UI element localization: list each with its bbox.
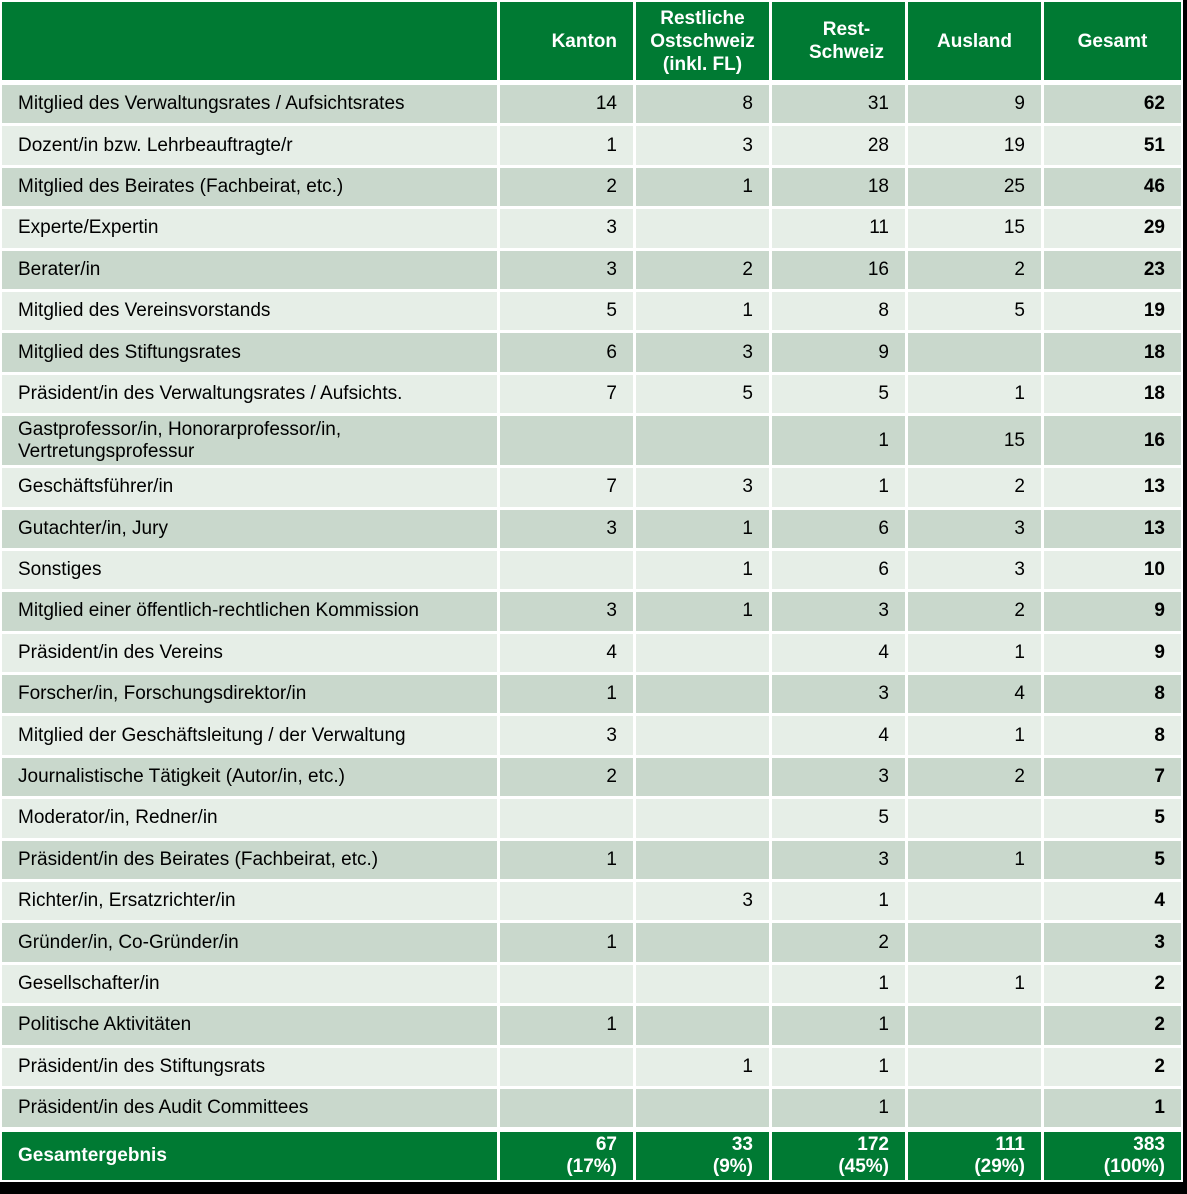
cell-restschweiz: 5 bbox=[772, 799, 908, 840]
row-label: Geschäftsführer/in bbox=[2, 468, 500, 509]
row-label: Mitglied des Vereinsvorstands bbox=[2, 292, 500, 333]
cell-gesamt: 23 bbox=[1044, 251, 1181, 292]
cell-restschweiz: 3 bbox=[772, 675, 908, 716]
cell-gesamt: 18 bbox=[1044, 375, 1181, 416]
cell-ostschweiz bbox=[636, 634, 772, 675]
cell-restschweiz: 4 bbox=[772, 634, 908, 675]
cell-gesamt: 18 bbox=[1044, 333, 1181, 374]
cell-ausland: 3 bbox=[908, 510, 1044, 551]
cell-gesamt: 3 bbox=[1044, 923, 1181, 964]
cell-gesamt: 16 bbox=[1044, 416, 1181, 468]
cell-kanton: 3 bbox=[500, 251, 636, 292]
cell-restschweiz: 18 bbox=[772, 168, 908, 209]
cell-kanton: 6 bbox=[500, 333, 636, 374]
table-row bbox=[2, 209, 1181, 250]
table-row bbox=[2, 1048, 1181, 1089]
cell-restschweiz: 6 bbox=[772, 510, 908, 551]
table-row bbox=[2, 675, 1181, 716]
row-label: Moderator/in, Redner/in bbox=[2, 799, 500, 840]
cell-ostschweiz: 1 bbox=[636, 510, 772, 551]
row-label: Mitglied des Beirates (Fachbeirat, etc.) bbox=[2, 168, 500, 209]
row-label: Mitglied der Geschäftsleitung / der Verwaltung bbox=[2, 716, 500, 757]
cell-restschweiz: 11 bbox=[772, 209, 908, 250]
cell-restschweiz: 1 bbox=[772, 416, 908, 468]
cell-gesamt: 46 bbox=[1044, 168, 1181, 209]
cell-kanton: 3 bbox=[500, 510, 636, 551]
cell-ostschweiz bbox=[636, 1089, 772, 1130]
cell-restschweiz: 3 bbox=[772, 758, 908, 799]
row-label: Präsident/in des Verwaltungsrates / Aufsichts. bbox=[2, 375, 500, 416]
cell-ausland bbox=[908, 799, 1044, 840]
table-row bbox=[2, 882, 1181, 923]
cell-kanton: 7 bbox=[500, 468, 636, 509]
table-row bbox=[2, 168, 1181, 209]
cell-ausland: 3 bbox=[908, 551, 1044, 592]
cell-ausland: 4 bbox=[908, 675, 1044, 716]
cell-restschweiz: 1 bbox=[772, 1089, 908, 1130]
cell-ostschweiz: 1 bbox=[636, 551, 772, 592]
table-row bbox=[2, 1006, 1181, 1047]
cell-ausland: 15 bbox=[908, 416, 1044, 468]
table-row bbox=[2, 292, 1181, 333]
row-label: Gutachter/in, Jury bbox=[2, 510, 500, 551]
row-label: Gründer/in, Co-Gründer/in bbox=[2, 923, 500, 964]
cell-ausland bbox=[908, 1048, 1044, 1089]
cell-restschweiz: 1 bbox=[772, 468, 908, 509]
cell-restschweiz: 28 bbox=[772, 126, 908, 167]
total-row bbox=[2, 1130, 1181, 1180]
cell-ausland: 2 bbox=[908, 758, 1044, 799]
cell-gesamt: 5 bbox=[1044, 841, 1181, 882]
cell-ausland bbox=[908, 882, 1044, 923]
cell-gesamt: 8 bbox=[1044, 675, 1181, 716]
cell-restschweiz: 2 bbox=[772, 923, 908, 964]
cell-ostschweiz: 3 bbox=[636, 126, 772, 167]
table-row bbox=[2, 965, 1181, 1006]
cell-restschweiz: 1 bbox=[772, 882, 908, 923]
cell-kanton: 1 bbox=[500, 923, 636, 964]
row-label: Experte/Expertin bbox=[2, 209, 500, 250]
row-label: Mitglied des Verwaltungsrates / Aufsichtsrates bbox=[2, 85, 500, 126]
cell-kanton bbox=[500, 551, 636, 592]
header-ostschweiz: Restliche Ostschweiz (inkl. FL) bbox=[636, 2, 772, 85]
table-row bbox=[2, 758, 1181, 799]
total-gesamt: 383 (100%) bbox=[1044, 1130, 1181, 1180]
cell-gesamt: 8 bbox=[1044, 716, 1181, 757]
row-label: Präsident/in des Audit Committees bbox=[2, 1089, 500, 1130]
total-ausland: 111 (29%) bbox=[908, 1130, 1044, 1180]
cell-ausland bbox=[908, 1006, 1044, 1047]
cell-kanton: 3 bbox=[500, 716, 636, 757]
row-label: Richter/in, Ersatzrichter/in bbox=[2, 882, 500, 923]
table-row bbox=[2, 1089, 1181, 1130]
row-label: Mitglied einer öffentlich-rechtlichen Kommission bbox=[2, 592, 500, 633]
cell-kanton bbox=[500, 799, 636, 840]
cell-ausland: 9 bbox=[908, 85, 1044, 126]
cell-restschweiz: 8 bbox=[772, 292, 908, 333]
cell-kanton bbox=[500, 882, 636, 923]
cell-ausland: 5 bbox=[908, 292, 1044, 333]
table-row bbox=[2, 551, 1181, 592]
cell-ostschweiz bbox=[636, 758, 772, 799]
cell-kanton: 3 bbox=[500, 209, 636, 250]
cell-restschweiz: 16 bbox=[772, 251, 908, 292]
cell-gesamt: 10 bbox=[1044, 551, 1181, 592]
row-label: Berater/in bbox=[2, 251, 500, 292]
cell-gesamt: 9 bbox=[1044, 634, 1181, 675]
cell-kanton: 7 bbox=[500, 375, 636, 416]
cell-gesamt: 7 bbox=[1044, 758, 1181, 799]
header-row bbox=[2, 2, 1181, 85]
total-kanton: 67 (17%) bbox=[500, 1130, 636, 1180]
row-label: Präsident/in des Vereins bbox=[2, 634, 500, 675]
cell-ostschweiz bbox=[636, 716, 772, 757]
cell-kanton bbox=[500, 1048, 636, 1089]
cell-kanton: 2 bbox=[500, 758, 636, 799]
table-row bbox=[2, 416, 1181, 468]
cell-gesamt: 51 bbox=[1044, 126, 1181, 167]
cell-ausland: 2 bbox=[908, 468, 1044, 509]
cell-kanton: 1 bbox=[500, 841, 636, 882]
cell-kanton bbox=[500, 416, 636, 468]
table-row bbox=[2, 841, 1181, 882]
cell-ausland: 25 bbox=[908, 168, 1044, 209]
header-restschweiz: Rest-Schweiz bbox=[772, 2, 908, 85]
cell-ausland: 19 bbox=[908, 126, 1044, 167]
cell-restschweiz: 3 bbox=[772, 592, 908, 633]
cell-restschweiz: 3 bbox=[772, 841, 908, 882]
cell-kanton: 1 bbox=[500, 1006, 636, 1047]
table-row bbox=[2, 333, 1181, 374]
cell-restschweiz: 1 bbox=[772, 1006, 908, 1047]
cell-ausland: 1 bbox=[908, 716, 1044, 757]
cell-restschweiz: 31 bbox=[772, 85, 908, 126]
cell-ausland: 2 bbox=[908, 592, 1044, 633]
row-label: Mitglied des Stiftungsrates bbox=[2, 333, 500, 374]
table-row bbox=[2, 251, 1181, 292]
row-label: Präsident/in des Beirates (Fachbeirat, etc.) bbox=[2, 841, 500, 882]
table-row bbox=[2, 799, 1181, 840]
table-row bbox=[2, 634, 1181, 675]
cell-gesamt: 2 bbox=[1044, 965, 1181, 1006]
cell-kanton: 2 bbox=[500, 168, 636, 209]
cell-gesamt: 62 bbox=[1044, 85, 1181, 126]
cell-restschweiz: 6 bbox=[772, 551, 908, 592]
cell-kanton bbox=[500, 1089, 636, 1130]
table-row bbox=[2, 592, 1181, 633]
cell-kanton: 14 bbox=[500, 85, 636, 126]
cell-kanton: 1 bbox=[500, 675, 636, 716]
total-ostschweiz: 33 (9%) bbox=[636, 1130, 772, 1180]
row-label: Präsident/in des Stiftungsrats bbox=[2, 1048, 500, 1089]
cell-kanton: 5 bbox=[500, 292, 636, 333]
header-blank bbox=[2, 2, 500, 85]
cell-restschweiz: 1 bbox=[772, 1048, 908, 1089]
table-row bbox=[2, 923, 1181, 964]
cell-ostschweiz bbox=[636, 841, 772, 882]
cell-gesamt: 13 bbox=[1044, 510, 1181, 551]
cell-ausland bbox=[908, 1089, 1044, 1130]
cell-gesamt: 29 bbox=[1044, 209, 1181, 250]
cell-gesamt: 2 bbox=[1044, 1048, 1181, 1089]
table-row bbox=[2, 126, 1181, 167]
cell-gesamt: 13 bbox=[1044, 468, 1181, 509]
cell-ausland: 15 bbox=[908, 209, 1044, 250]
cell-ostschweiz: 2 bbox=[636, 251, 772, 292]
header-kanton: Kanton bbox=[500, 2, 636, 85]
cell-gesamt: 5 bbox=[1044, 799, 1181, 840]
cell-ostschweiz: 1 bbox=[636, 592, 772, 633]
cell-ostschweiz: 3 bbox=[636, 333, 772, 374]
cell-restschweiz: 5 bbox=[772, 375, 908, 416]
table-row bbox=[2, 468, 1181, 509]
row-label: Journalistische Tätigkeit (Autor/in, etc.) bbox=[2, 758, 500, 799]
cell-ostschweiz bbox=[636, 416, 772, 468]
header-ausland: Ausland bbox=[908, 2, 1044, 85]
cell-ostschweiz: 1 bbox=[636, 292, 772, 333]
row-label: Sonstiges bbox=[2, 551, 500, 592]
cell-ostschweiz: 8 bbox=[636, 85, 772, 126]
cell-ostschweiz bbox=[636, 799, 772, 840]
cell-ausland: 1 bbox=[908, 634, 1044, 675]
row-label: Gesellschafter/in bbox=[2, 965, 500, 1006]
cell-gesamt: 9 bbox=[1044, 592, 1181, 633]
cell-ausland bbox=[908, 923, 1044, 964]
cell-ostschweiz: 1 bbox=[636, 168, 772, 209]
cell-kanton: 3 bbox=[500, 592, 636, 633]
cell-kanton: 4 bbox=[500, 634, 636, 675]
cell-ausland: 2 bbox=[908, 251, 1044, 292]
cell-ausland: 1 bbox=[908, 841, 1044, 882]
cell-ostschweiz: 5 bbox=[636, 375, 772, 416]
table-row bbox=[2, 716, 1181, 757]
row-label: Politische Aktivitäten bbox=[2, 1006, 500, 1047]
cell-ostschweiz bbox=[636, 209, 772, 250]
cell-restschweiz: 4 bbox=[772, 716, 908, 757]
table-row bbox=[2, 375, 1181, 416]
total-restschweiz: 172 (45%) bbox=[772, 1130, 908, 1180]
cell-gesamt: 1 bbox=[1044, 1089, 1181, 1130]
total-label: Gesamtergebnis bbox=[2, 1130, 500, 1180]
header-gesamt: Gesamt bbox=[1044, 2, 1181, 85]
row-label: Forscher/in, Forschungsdirektor/in bbox=[2, 675, 500, 716]
cell-ostschweiz bbox=[636, 923, 772, 964]
cell-gesamt: 2 bbox=[1044, 1006, 1181, 1047]
cell-ausland: 1 bbox=[908, 375, 1044, 416]
cell-gesamt: 19 bbox=[1044, 292, 1181, 333]
row-label: Gastprofessor/in, Honorarprofessor/in, Vertretungsprofessur bbox=[2, 416, 500, 468]
table-row bbox=[2, 85, 1181, 126]
cell-kanton bbox=[500, 965, 636, 1006]
cell-ausland bbox=[908, 333, 1044, 374]
cell-ostschweiz bbox=[636, 1006, 772, 1047]
cell-ostschweiz: 3 bbox=[636, 468, 772, 509]
cell-ostschweiz bbox=[636, 675, 772, 716]
data-table bbox=[2, 2, 1181, 1180]
cell-restschweiz: 1 bbox=[772, 965, 908, 1006]
cell-ausland: 1 bbox=[908, 965, 1044, 1006]
cell-ostschweiz bbox=[636, 965, 772, 1006]
cell-ostschweiz: 1 bbox=[636, 1048, 772, 1089]
cell-gesamt: 4 bbox=[1044, 882, 1181, 923]
row-label: Dozent/in bzw. Lehrbeauftragte/r bbox=[2, 126, 500, 167]
cell-kanton: 1 bbox=[500, 126, 636, 167]
cell-restschweiz: 9 bbox=[772, 333, 908, 374]
table-row bbox=[2, 510, 1181, 551]
cell-ostschweiz: 3 bbox=[636, 882, 772, 923]
